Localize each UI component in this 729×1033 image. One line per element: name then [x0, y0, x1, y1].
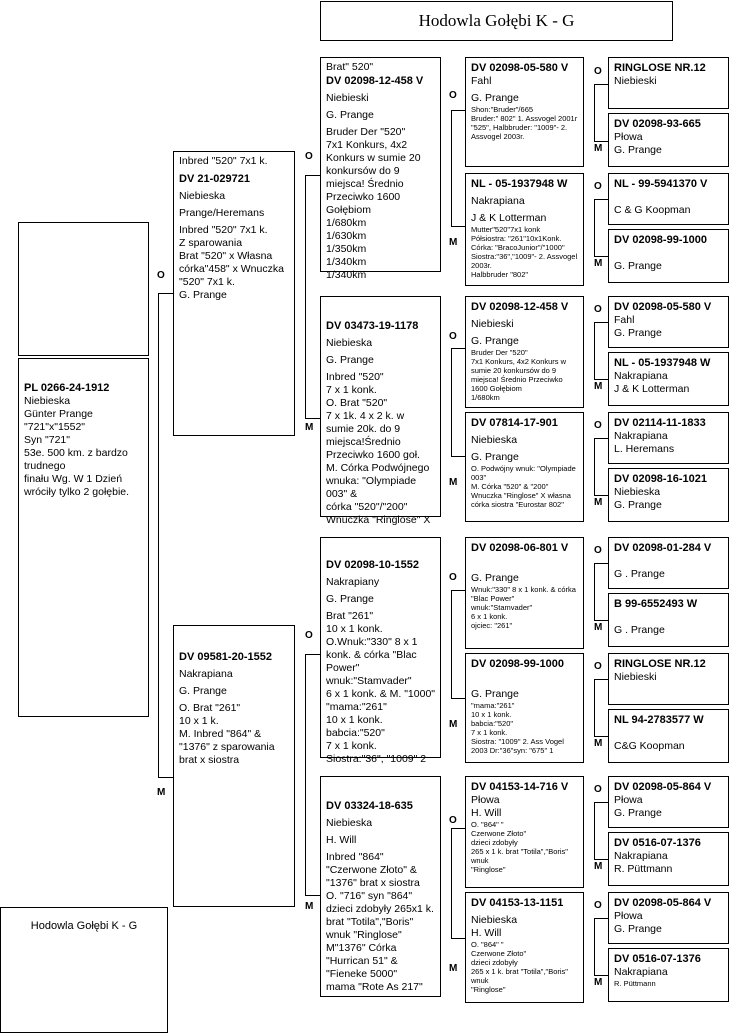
gen5-14-label: O — [594, 900, 602, 911]
connector-line — [594, 918, 595, 975]
gen4-2-notes: Bruder Der "520" 7x1 Konkurs, 4x2 Konkurs w sumie 20 konkursów do 9 miejsca! Średnio Przeciwko 1600 Gołębiom 1/680km — [471, 348, 567, 402]
gen5-5-owner: J & K Lotterman — [614, 383, 690, 395]
gen5-card-5 — [608, 352, 729, 406]
gen3-card-0 — [320, 57, 441, 281]
gen4-5-owner: G. Prange — [471, 688, 519, 700]
gen4-card-3 — [465, 412, 584, 522]
gen3-3-label: M — [305, 901, 314, 912]
connector-line — [594, 859, 608, 860]
connector-line — [594, 199, 608, 200]
gen3-1-color: Niebieska — [326, 337, 373, 349]
gen5-card-7 — [608, 468, 729, 522]
sire-card — [173, 151, 295, 436]
gen5-8-ring: DV 02098-01-284 V — [614, 542, 712, 554]
gen3-1-owner: G. Prange — [326, 354, 374, 366]
gen5-0-label: O — [594, 66, 602, 77]
gen4-1-color: Nakrapiana — [471, 195, 525, 207]
gen5-5-ring: NL - 05-1937948 W — [614, 357, 711, 369]
gen5-card-10 — [608, 653, 729, 705]
gen5-2-color — [614, 191, 723, 204]
sire-ring: DV 21-029721 — [179, 173, 250, 185]
gen3-0-pre: Brat" 520" — [326, 61, 374, 73]
gen3-1-ring: DV 03473-19-1178 — [326, 320, 419, 332]
gen5-card-13 — [608, 832, 729, 886]
gen3-0-notes: Bruder Der "520" 7x1 Konkurs, 4x2 Konkurs w sumie 20 konkursów do 9 miejsca! Średnio Przeciwko 1600 Gołębiom 1/680km 1/630km 1/350km 1/340km 1/340km — [326, 126, 421, 281]
connector-line — [594, 679, 608, 680]
connector-line — [594, 802, 595, 859]
gen5-15-color: Nakrapiana — [614, 966, 668, 978]
gen4-7-color: Niebieska — [471, 914, 518, 926]
gen5-1-label: M — [594, 143, 603, 154]
gen5-card-4 — [608, 296, 729, 348]
gen5-1-owner: G. Prange — [614, 144, 662, 156]
gen5-card-3 — [608, 229, 729, 283]
gen5-10-label: O — [594, 661, 602, 672]
gen4-5-label: M — [449, 719, 458, 730]
gen4-7-label: M — [449, 963, 458, 974]
gen4-6-label: O — [449, 815, 457, 826]
gen5-9-ring: B 99-6552493 W — [614, 598, 698, 610]
connector-line — [594, 802, 608, 803]
gen5-7-color: Niebieska — [614, 486, 661, 498]
gen3-0-color: Niebieski — [326, 92, 369, 104]
connector-line — [594, 620, 608, 621]
footer-text: Hodowla Gołębi K - G — [30, 920, 138, 932]
sire-pre: Inbred "520" 7x1 k. — [179, 155, 268, 167]
gen5-6-label: O — [594, 420, 602, 431]
gen5-8-owner: G . Prange — [614, 568, 665, 580]
gen5-13-color: Nakrapiana — [614, 850, 668, 862]
gen5-8-color — [614, 555, 723, 568]
dam-color: Nakrapiana — [179, 668, 233, 680]
gen5-11-ring: NL 94-2783577 W — [614, 714, 704, 726]
gen4-4-color — [471, 559, 578, 572]
gen4-0-notes: Shon:"Bruder"/665 Bruder:" 802" 1. Assvogel 2001r "525", Halbbruder: "1009"- 2. Assvogel 2003r. — [471, 105, 578, 141]
gen5-3-color — [614, 247, 723, 260]
gen4-5-notes: "mama:"261" 10 x 1 konk. babcia:"520" 7 x 1 konk. Siostra: "1009" 2. Ass Vogel 2003 Dr:"36"syn: "675" 1 — [471, 701, 564, 755]
gen3-1-label: M — [305, 422, 314, 433]
dam-ring: DV 09581-20-1552 — [179, 651, 272, 663]
subject-color: Niebieska — [24, 395, 71, 407]
connector-line — [594, 141, 608, 142]
dam-label: M — [157, 787, 166, 798]
gen4-0-label: O — [449, 90, 457, 101]
gen5-2-ring: NL - 99-5941370 V — [614, 178, 708, 190]
gen5-1-ring: DV 02098-93-665 — [614, 118, 701, 130]
gen5-3-ring: DV 02098-99-1000 — [614, 234, 707, 246]
gen4-card-4 — [465, 537, 584, 649]
gen5-6-color: Nakrapiana — [614, 430, 668, 442]
gen4-6-ring: DV 04153-14-716 V — [471, 781, 569, 793]
gen3-0-label: O — [305, 151, 313, 162]
gen4-6-notes: O. "864" " Czerwone Złoto" dzieci zdobyły 265 x 1 k. brat "Totila","Boris" wnuk "Ringlose" — [471, 820, 568, 874]
gen5-4-label: O — [594, 304, 602, 315]
gen5-0-ring: RINGLOSE NR.12 — [614, 62, 706, 74]
connector-line — [594, 438, 608, 439]
connector-line — [594, 918, 608, 919]
connector-line — [594, 199, 595, 256]
gen4-1-owner: J & K Lotterman — [471, 212, 547, 224]
gen3-0-owner: G. Prange — [326, 109, 374, 121]
connector-line — [594, 84, 608, 85]
gen4-7-notes: O. "864" " Czerwone Złoto" dzieci zdobyły 265 x 1 k. brat "Totila","Boris" wnuk "Ringlose" — [471, 940, 568, 994]
sire-label: O — [157, 270, 165, 281]
footer-box — [0, 907, 168, 1033]
gen5-card-8 — [608, 537, 729, 589]
gen5-8-label: O — [594, 545, 602, 556]
gen4-6-color: Płowa — [471, 794, 500, 806]
gen5-9-color — [614, 611, 723, 624]
gen5-10-color: Niebieski — [614, 671, 657, 683]
gen4-3-ring: DV 07814-17-901 — [471, 417, 558, 429]
gen5-15-label: M — [594, 977, 603, 988]
gen5-6-owner: L. Heremans — [614, 443, 675, 455]
gen4-4-owner: G. Prange — [471, 572, 519, 584]
connector-line — [594, 495, 608, 496]
dam-notes: O. Brat "261" 10 x 1 k. M. Inbred "864" & "1376" z sparowania brat x siostra — [179, 702, 275, 766]
gen4-1-label: M — [449, 237, 458, 248]
subject-owner: Günter Prange — [24, 408, 93, 420]
gen3-3-ring: DV 03324-18-635 — [326, 800, 413, 812]
gen5-15-ring: DV 0516-07-1376 — [614, 953, 701, 965]
gen3-2-label: O — [305, 630, 313, 641]
gen5-4-ring: DV 02098-05-580 V — [614, 301, 712, 313]
gen4-card-1 — [465, 173, 584, 286]
gen3-card-1 — [320, 296, 441, 526]
gen5-14-color: Płowa — [614, 910, 643, 922]
gen4-5-ring: DV 02098-99-1000 — [471, 658, 564, 670]
subject-ring: PL 0266-24-1912 — [24, 382, 110, 394]
gen5-6-ring: DV 02114-11-1833 — [614, 417, 706, 429]
subject-photo-frame — [18, 222, 149, 356]
gen4-0-ring: DV 02098-05-580 V — [471, 62, 569, 74]
gen4-0-color: Fahl — [471, 75, 492, 87]
gen5-13-label: M — [594, 861, 603, 872]
gen5-7-owner: G. Prange — [614, 499, 662, 511]
connector-line — [594, 438, 595, 495]
gen5-3-label: M — [594, 258, 603, 269]
gen5-9-label: M — [594, 622, 603, 633]
subject-notes: "721"x"1552" Syn "721" 53e. 500 km. z bardzo trudnego finału Wg. W 1 Dzień wróciły tylko 2 gołębie. — [24, 421, 130, 498]
gen5-card-6 — [608, 412, 729, 464]
gen5-11-label: M — [594, 738, 603, 749]
gen5-card-11 — [608, 709, 729, 763]
connector-line — [594, 679, 595, 736]
gen3-card-3 — [320, 776, 441, 997]
sire-notes: Inbred "520" 7x1 k. Z sparowania Brat "520" x Własna córka"458" x Wnuczka "520" 7x1 k. G. Prange — [179, 224, 284, 301]
page-title — [320, 1, 673, 41]
gen3-3-color: Niebieska — [326, 817, 373, 829]
connector-line — [594, 563, 608, 564]
gen5-1-color: Płowa — [614, 131, 643, 143]
gen4-2-ring: DV 02098-12-458 V — [471, 301, 569, 313]
gen4-2-color: Niebieski — [471, 318, 514, 330]
gen5-11-owner: C&G Koopman — [614, 740, 685, 752]
gen5-card-2 — [608, 173, 729, 225]
subject-card — [18, 358, 149, 717]
connector-line — [594, 563, 595, 620]
gen5-13-ring: DV 0516-07-1376 — [614, 837, 701, 849]
gen4-card-5 — [465, 653, 584, 763]
page-title-text: Hodowla Gołębi K - G — [418, 11, 575, 30]
gen4-6-owner: H. Will — [471, 807, 502, 819]
gen4-7-ring: DV 04153-13-1151 — [471, 897, 564, 909]
gen4-card-0 — [465, 57, 584, 167]
gen5-14-owner: G. Prange — [614, 923, 662, 935]
gen4-0-owner: G. Prange — [471, 92, 519, 104]
connector-line — [594, 975, 608, 976]
connector-line — [594, 322, 608, 323]
gen5-3-owner: G. Prange — [614, 260, 662, 272]
gen4-card-7 — [465, 892, 584, 1003]
dam-owner: G. Prange — [179, 685, 227, 697]
connector-line — [594, 84, 595, 141]
gen4-3-label: M — [449, 477, 458, 488]
gen3-3-notes: Inbred "864" "Czerwone Złoto" & "1376" brat x siostra O. "716" syn "864" dzieci zdobyły 265x1 k. brat "Totila","Boris" wnuk "Ringlose" M"1376" Córka "Hurrican 51" & "Fieneke 5000" mama "Rote As 217" — [326, 851, 434, 993]
gen5-0-color: Niebieski — [614, 75, 657, 87]
gen5-card-1 — [608, 113, 729, 167]
sire-owner: Prange/Heremans — [179, 207, 265, 219]
gen4-1-ring: NL - 05-1937948 W — [471, 178, 568, 190]
connector-line — [594, 256, 608, 257]
gen5-9-owner: G . Prange — [614, 624, 665, 636]
gen5-4-color: Fahl — [614, 314, 635, 326]
gen5-card-9 — [608, 593, 729, 647]
gen5-12-color: Płowa — [614, 794, 643, 806]
gen5-15-owner: R. Püttmann — [614, 979, 656, 988]
gen5-4-owner: G. Prange — [614, 327, 662, 339]
gen3-3-owner: H. Will — [326, 834, 357, 846]
gen5-11-color — [614, 727, 723, 740]
gen5-12-owner: G. Prange — [614, 807, 662, 819]
gen4-2-owner: G. Prange — [471, 335, 519, 347]
gen3-2-color: Nakrapiany — [326, 576, 380, 588]
dam-card — [173, 625, 295, 907]
gen5-13-owner: R. Püttmann — [614, 863, 673, 875]
gen5-12-ring: DV 02098-05-864 V — [614, 781, 712, 793]
gen5-2-owner: C & G Koopman — [614, 204, 691, 216]
gen4-3-owner: G. Prange — [471, 451, 519, 463]
gen5-card-12 — [608, 776, 729, 828]
connector-line — [594, 379, 608, 380]
gen4-3-notes: O. Podwójny wnuk: "Olympiade 003" M. Córka "520" & "200" Wnuczka "Ringlose" X własna córka siostra "Eurostar 802" — [471, 464, 576, 509]
gen3-2-notes: Brat "261" 10 x 1 konk. O.Wnuk:"330" 8 x 1 konk. & córka "Blac Power" wnuk:"Stamvader" 6 x 1 konk. & M. "1000" "mama:"261" 10 x 1 konk. babcia:"520" 7 x 1 konk. Siostra:"36", "1009" 2 — [326, 610, 436, 765]
gen5-7-ring: DV 02098-16-1021 — [614, 473, 707, 485]
gen3-0-ring: DV 02098-12-458 V — [326, 75, 424, 87]
gen5-12-label: O — [594, 784, 602, 795]
gen4-4-label: O — [449, 572, 457, 583]
gen4-3-color: Niebieska — [471, 434, 518, 446]
gen5-14-ring: DV 02098-05-864 V — [614, 897, 712, 909]
gen5-5-color: Nakrapiana — [614, 370, 668, 382]
gen5-card-0 — [608, 57, 729, 109]
gen5-5-label: M — [594, 381, 603, 392]
connector-line — [594, 322, 595, 379]
gen4-4-notes: Wnuk:"330" 8 x 1 konk. & córka "Blac Power" wnuk:"Stamvader" 6 x 1 konk. ojciec: "261" — [471, 585, 576, 630]
connector-line — [594, 736, 608, 737]
gen4-5-color — [471, 675, 578, 688]
gen5-card-14 — [608, 892, 729, 944]
gen4-card-2 — [465, 296, 584, 408]
gen5-card-15 — [608, 948, 729, 1002]
gen4-card-6 — [465, 776, 584, 888]
sire-color: Niebieska — [179, 190, 226, 202]
gen4-7-owner: H. Will — [471, 927, 502, 939]
gen4-2-label: O — [449, 331, 457, 342]
gen3-card-2 — [320, 537, 441, 765]
gen4-4-ring: DV 02098-06-801 V — [471, 542, 569, 554]
gen5-10-ring: RINGLOSE NR.12 — [614, 658, 706, 670]
gen3-1-notes: Inbred "520" 7 x 1 konk. O. Brat "520" 7 x 1k. 4 x 2 k. w sumie 20k. do 9 miejsca!Średnio Przeciwko 1600 goł. M. Córka Podwójnego wnuka: "Olympiade 003" & córka "520"/"200" Wnuczka "Ringlose" X — [326, 371, 431, 526]
gen3-2-ring: DV 02098-10-1552 — [326, 559, 419, 571]
gen3-2-owner: G. Prange — [326, 593, 374, 605]
gen4-1-notes: Mutter"520"7x1 konk Półsiostra: "261"10x1Konk. Córka: "BracoJunior"/"1000" Siostra:"36","1009"- 2. Assvogel 2003r. Halbbruder "802" — [471, 225, 578, 279]
gen5-2-label: O — [594, 181, 602, 192]
gen5-7-label: M — [594, 497, 603, 508]
